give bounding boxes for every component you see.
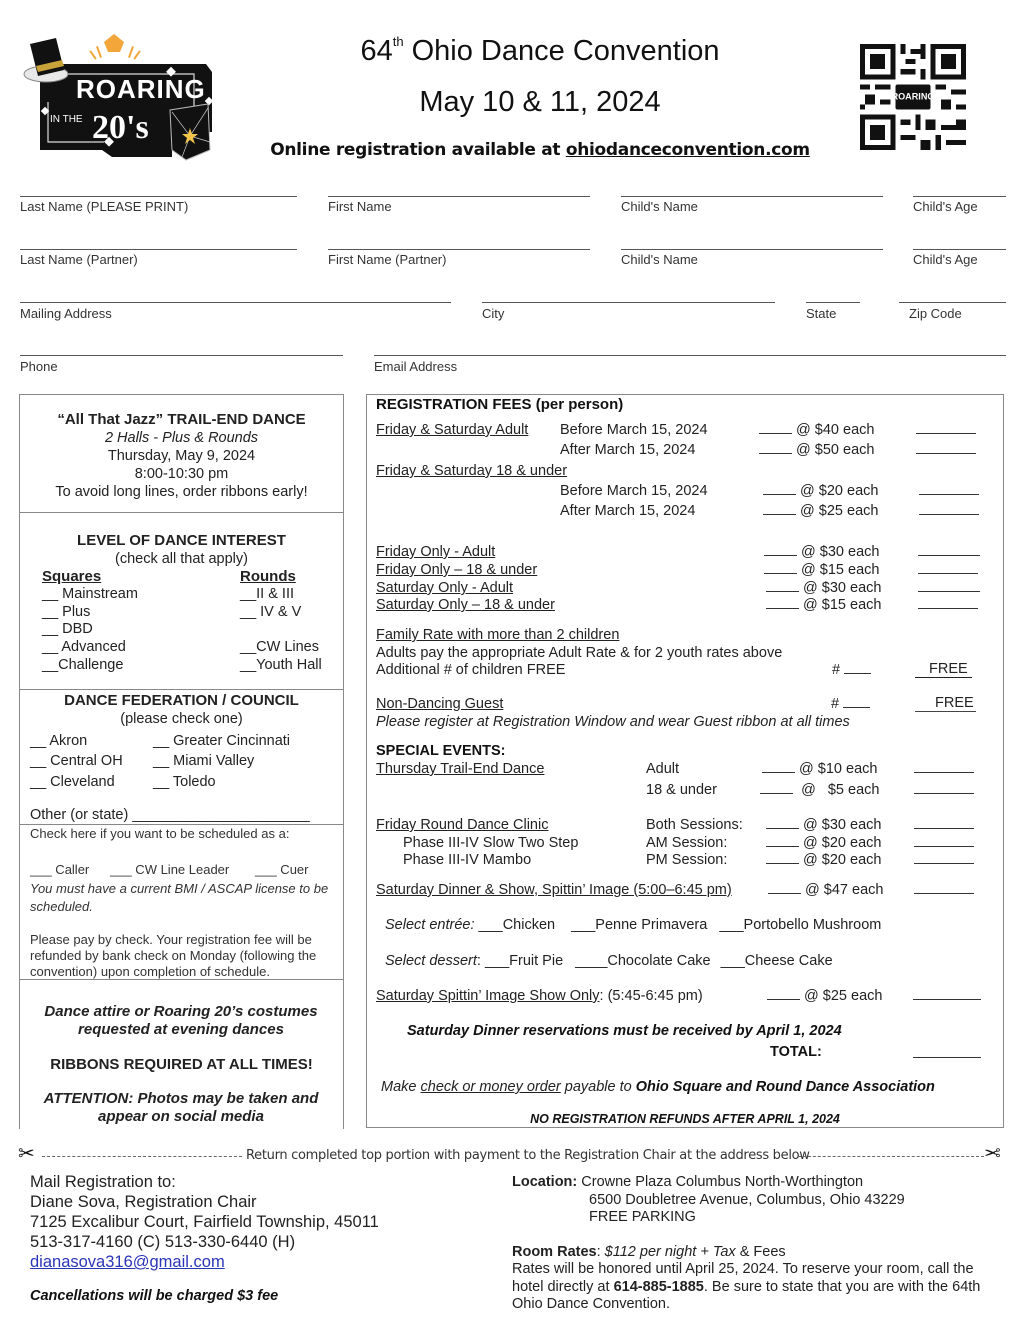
clinic-both-label: Both Sessions: bbox=[646, 817, 743, 833]
dance-interest-header bbox=[19, 532, 344, 568]
mailing-address-field[interactable] bbox=[20, 302, 451, 303]
payable-note: Make check or money order payable to Ohio Square and Round Dance Association bbox=[381, 1079, 935, 1095]
sunburst-icon bbox=[89, 34, 140, 60]
cut-line-text: Return completed top portion with payment to the Registration Chair at the address below bbox=[246, 1148, 810, 1163]
fs-adult-after-qty[interactable]: @ $50 each bbox=[759, 442, 874, 458]
fs-youth-label: Friday & Saturday 18 & under bbox=[376, 463, 568, 479]
fs-youth-after-date: After March 15, 2024 bbox=[560, 503, 696, 519]
clinic-both-amount[interactable] bbox=[914, 817, 974, 833]
state-field[interactable] bbox=[806, 302, 860, 303]
trail-end-time: 8:00-10:30 pm bbox=[134, 466, 229, 482]
federation-left-list bbox=[30, 731, 123, 792]
dessert-fruit-pie[interactable]: ___Fruit Pie bbox=[484, 953, 564, 969]
clinic-label: Friday Round Dance Clinic bbox=[376, 817, 549, 833]
dinner-show-qty[interactable]: @ $47 each bbox=[768, 882, 883, 898]
checkbox-mainstream[interactable]: __ Mainstream bbox=[42, 586, 138, 602]
trail-end-title: “All That Jazz” TRAIL-END DANCE bbox=[57, 411, 306, 428]
checkbox-greater-cincinnati[interactable]: __ Greater Cincinnati bbox=[153, 733, 291, 749]
rounds-header: Rounds bbox=[240, 568, 296, 585]
zip-code-label: Zip Code bbox=[909, 306, 962, 321]
fs-youth-after-amount[interactable] bbox=[919, 503, 979, 519]
saturday-youth-qty[interactable]: @ $15 each bbox=[766, 597, 881, 613]
saturday-adult-amount[interactable] bbox=[918, 580, 980, 596]
checkbox-plus[interactable]: __ Plus bbox=[42, 603, 91, 620]
dinner-show-amount[interactable] bbox=[914, 882, 974, 898]
online-registration-note: Online registration available at ohiodanceconvention.com bbox=[270, 140, 810, 160]
payment-note: Please pay by check. Your registration fee will be refunded by bank check on Monday (following the convention) upon completion of schedule. bbox=[30, 932, 317, 979]
clinic-am-label: AM Session: bbox=[646, 835, 728, 851]
page-title: 64th Ohio Dance Convention bbox=[360, 34, 720, 67]
fs-youth-before-amount[interactable] bbox=[919, 483, 979, 499]
entree-select: Select entrée: ___Chicken ___Penne Primavera ___Portobello Mushroom bbox=[385, 917, 882, 933]
photos-note: ATTENTION: Photos may be taken and appear on social media bbox=[43, 1090, 319, 1125]
child-age-label: Child's Age bbox=[913, 199, 978, 214]
location-street: 6500 Doubletree Avenue, Columbus, Ohio 43229 bbox=[589, 1191, 905, 1208]
clinic-pm-name: Phase III-IV Mambo bbox=[403, 852, 532, 868]
checkbox-youth-hall[interactable]: __Youth Hall bbox=[240, 656, 322, 673]
website-link[interactable]: ohiodanceconvention.com bbox=[565, 140, 810, 160]
cancellation-note: Cancellations will be charged $3 fee bbox=[30, 1288, 279, 1304]
last-name-label: Last Name (PLEASE PRINT) bbox=[20, 199, 189, 214]
other-state-field[interactable]: Other (or state) ______________________ bbox=[30, 807, 310, 823]
city-field[interactable] bbox=[482, 302, 775, 303]
checkbox-toledo[interactable]: __ Toledo bbox=[153, 773, 216, 790]
checkbox-cleveland[interactable]: __ Cleveland bbox=[30, 773, 115, 790]
guest-free-amount: FREE bbox=[915, 696, 976, 712]
federation-subtitle: (please check one) bbox=[120, 711, 243, 727]
child-age-2-label: Child's Age bbox=[913, 252, 978, 267]
chair-address: 7125 Excalibur Court, Fairfield Township, 45011 bbox=[30, 1213, 379, 1231]
partner-last-name-label: Last Name (Partner) bbox=[20, 252, 138, 267]
child-age-field[interactable] bbox=[913, 196, 1006, 197]
refund-note: NO REGISTRATION REFUNDS AFTER APRIL 1, 2024 bbox=[530, 1112, 840, 1126]
ribbons-note: RIBBONS REQUIRED AT ALL TIMES! bbox=[50, 1056, 313, 1073]
chair-phones: 513-317-4160 (C) 513-330-6440 (H) bbox=[30, 1233, 296, 1251]
checkbox-challenge[interactable]: __Challenge bbox=[42, 656, 124, 673]
partner-first-name-label: First Name (Partner) bbox=[328, 252, 447, 267]
zip-code-field[interactable] bbox=[899, 302, 1006, 303]
saturday-adult-label: Saturday Only - Adult bbox=[376, 580, 514, 596]
event-dates: May 10 & 11, 2024 bbox=[419, 86, 661, 118]
friday-youth-amount[interactable] bbox=[918, 562, 978, 578]
clinic-pm-qty[interactable]: @ $20 each bbox=[766, 852, 881, 868]
clinic-pm-amount[interactable] bbox=[914, 852, 974, 868]
clinic-both-qty[interactable]: @ $30 each bbox=[766, 817, 881, 833]
squares-list bbox=[42, 586, 138, 675]
federation-title: DANCE FEDERATION / COUNCIL bbox=[64, 692, 299, 709]
trail-end-note: To avoid long lines, order ribbons early! bbox=[55, 484, 308, 500]
partner-first-name-field[interactable] bbox=[328, 249, 590, 250]
fs-adult-before-amount[interactable] bbox=[916, 422, 976, 438]
divider bbox=[19, 824, 344, 825]
dessert-cheese-cake[interactable]: ___Cheese Cake bbox=[720, 953, 833, 969]
guest-qty[interactable]: # bbox=[831, 696, 870, 712]
trail-end-section bbox=[19, 411, 344, 501]
checkbox-central-oh[interactable]: __ Central OH bbox=[30, 753, 123, 770]
rounds-list bbox=[240, 586, 322, 675]
federation-right-list bbox=[153, 731, 290, 792]
checkbox-akron[interactable]: __ Akron bbox=[30, 733, 88, 749]
fs-adult-after-date: After March 15, 2024 bbox=[560, 442, 696, 458]
child-age-2-field[interactable] bbox=[913, 249, 1006, 250]
show-only-qty[interactable]: @ $25 each bbox=[767, 988, 882, 1004]
clinic-pm-label: PM Session: bbox=[646, 852, 728, 868]
top-hat-icon bbox=[24, 38, 68, 82]
mail-registration-block bbox=[30, 1172, 379, 1306]
fs-adult-before-qty[interactable]: @ $40 each bbox=[759, 422, 874, 438]
checkbox-caller[interactable]: ___ Caller bbox=[30, 862, 90, 877]
chair-name: Diane Sova, Registration Chair bbox=[30, 1193, 257, 1211]
mailing-address-label: Mailing Address bbox=[20, 306, 112, 321]
dinner-deadline-note: Saturday Dinner reservations must be received by April 1, 2024 bbox=[407, 1023, 842, 1039]
total-amount[interactable] bbox=[913, 1046, 981, 1062]
scissors-icon: ✂ bbox=[984, 1143, 1001, 1165]
scissors-icon: ✂ bbox=[18, 1143, 35, 1165]
room-rates: Room Rates: $112 per night + Tax & Fees bbox=[512, 1243, 786, 1260]
guest-note: Please register at Registration Window and wear Guest ribbon at all times bbox=[376, 714, 850, 730]
fs-youth-before-date: Before March 15, 2024 bbox=[560, 483, 708, 499]
trail-end-subtitle: 2 Halls - Plus & Rounds bbox=[104, 430, 259, 446]
fees-title: REGISTRATION FEES (per person) bbox=[376, 396, 624, 413]
friday-adult-label: Friday Only - Adult bbox=[376, 544, 496, 560]
fs-youth-after-qty[interactable]: @ $25 each bbox=[763, 503, 878, 519]
checkbox-rounds-2-3[interactable]: __II & III bbox=[240, 586, 294, 602]
svg-text:20's: 20's bbox=[92, 109, 149, 146]
total-label: TOTAL: bbox=[770, 1044, 822, 1060]
trail-end-adult-amount[interactable] bbox=[914, 761, 974, 777]
show-only-amount[interactable] bbox=[913, 988, 981, 1004]
mail-heading: Mail Registration to: bbox=[30, 1173, 176, 1191]
city-label: City bbox=[482, 306, 505, 321]
friday-youth-label: Friday Only – 18 & under bbox=[376, 562, 538, 578]
checkbox-cw-lines[interactable]: __CW Lines bbox=[240, 639, 319, 656]
dance-interest-title: LEVEL OF DANCE INTEREST bbox=[77, 532, 286, 549]
trail-end-adult-qty[interactable]: @ $10 each bbox=[762, 761, 877, 777]
divider bbox=[19, 689, 344, 690]
child-name-2-field[interactable] bbox=[621, 249, 883, 250]
fs-youth-before-qty[interactable]: @ $20 each bbox=[763, 483, 878, 499]
saturday-adult-qty[interactable]: @ $30 each bbox=[766, 580, 881, 596]
svg-text:ROARING: ROARING bbox=[891, 91, 935, 102]
dinner-show-label: Saturday Dinner & Show, Spittin’ Image (5:00–6:45 pm) bbox=[376, 882, 732, 898]
entree-portobello[interactable]: ___Portobello Mushroom bbox=[719, 917, 882, 933]
family-rate-children: Additional # of children FREE bbox=[376, 662, 566, 678]
trail-end-adult-label: Adult bbox=[646, 761, 680, 777]
friday-adult-amount[interactable] bbox=[918, 544, 980, 560]
email-field[interactable] bbox=[374, 355, 1006, 356]
divider bbox=[19, 979, 344, 980]
phone-label: Phone bbox=[20, 359, 58, 374]
checkbox-cw-line-leader[interactable]: ___ CW Line Leader bbox=[110, 862, 230, 877]
trail-end-youth-qty[interactable]: @ $5 each bbox=[760, 782, 879, 798]
entree-penne[interactable]: ___Penne Primavera bbox=[571, 917, 708, 933]
attire-note: Dance attire or Roaring 20’s costumes requested at evening dances bbox=[44, 1003, 318, 1038]
federation-header bbox=[19, 692, 344, 728]
child-name-label: Child's Name bbox=[621, 199, 698, 214]
license-note: You must have a current BMI / ASCAP license to be scheduled. bbox=[30, 881, 329, 914]
checkbox-miami-valley[interactable]: __ Miami Valley bbox=[153, 753, 255, 770]
guest-label: Non-Dancing Guest bbox=[376, 696, 504, 712]
qr-code-icon bbox=[860, 44, 966, 150]
fs-adult-label: Friday & Saturday Adult bbox=[376, 422, 529, 438]
first-name-field[interactable] bbox=[328, 196, 590, 197]
fs-adult-before-date: Before March 15, 2024 bbox=[560, 422, 708, 438]
checkbox-rounds-4-5[interactable]: __ IV & V bbox=[240, 603, 302, 620]
trail-end-youth-label: 18 & under bbox=[646, 782, 717, 798]
schedule-intro: Check here if you want to be scheduled as a: bbox=[30, 826, 290, 841]
chair-email-link[interactable]: dianasova316@gmail.com bbox=[30, 1253, 225, 1271]
special-events-title: SPECIAL EVENTS: bbox=[376, 743, 506, 759]
entree-chicken[interactable]: ___Chicken bbox=[478, 917, 556, 933]
location-hotel: Location: Crowne Plaza Columbus North-Worthington bbox=[512, 1174, 864, 1190]
first-name-label: First Name bbox=[328, 199, 392, 214]
friday-adult-qty[interactable]: @ $30 each bbox=[764, 544, 879, 560]
cut-line bbox=[18, 1143, 1006, 1166]
checkbox-dbd[interactable]: __ DBD bbox=[42, 621, 93, 638]
dessert-chocolate-cake[interactable]: ____Chocolate Cake bbox=[575, 953, 711, 969]
child-name-field[interactable] bbox=[621, 196, 883, 197]
hotel-phone: 614-885-1885 bbox=[613, 1278, 704, 1295]
location-block bbox=[512, 1174, 1002, 1314]
trail-end-dance-label: Thursday Trail-End Dance bbox=[376, 761, 545, 777]
partner-last-name-field[interactable] bbox=[20, 249, 297, 250]
family-rate-label: Family Rate with more than 2 children bbox=[376, 627, 620, 643]
checkbox-cuer[interactable]: ___ Cuer bbox=[255, 862, 309, 877]
email-label: Email Address bbox=[374, 359, 458, 374]
family-free-amount: FREE bbox=[915, 662, 972, 678]
svg-text:IN THE: IN THE bbox=[50, 114, 83, 125]
clinic-am-qty[interactable]: @ $20 each bbox=[766, 835, 881, 851]
trail-end-youth-amount[interactable] bbox=[914, 782, 974, 798]
child-name-2-label: Child's Name bbox=[621, 252, 698, 267]
dance-interest-subtitle: (check all that apply) bbox=[115, 551, 248, 567]
saturday-youth-amount[interactable] bbox=[918, 597, 978, 613]
clinic-am-amount[interactable] bbox=[914, 835, 974, 851]
clinic-am-name: Phase III-IV Slow Two Step bbox=[403, 835, 579, 851]
dessert-select: Select dessert: ___Fruit Pie ____Chocolate Cake ___Cheese Cake bbox=[385, 953, 833, 969]
room-rates-details: Rates will be honored until April 25, 2024. To reserve your room, call the hotel directly at 614-885-1885. Be sure to state that you are with the 64th Ohio Dance Convention. bbox=[512, 1261, 981, 1312]
trail-end-date: Thursday, May 9, 2024 bbox=[107, 448, 256, 464]
divider bbox=[19, 512, 344, 513]
checkbox-advanced[interactable]: __ Advanced bbox=[42, 639, 126, 656]
fs-adult-after-amount[interactable] bbox=[916, 442, 976, 458]
show-only-row: Saturday Spittin’ Image Show Only: (5:45-6:45 pm) bbox=[376, 988, 703, 1004]
phone-field[interactable] bbox=[20, 355, 343, 356]
last-name-field[interactable] bbox=[20, 196, 297, 197]
friday-youth-qty[interactable]: @ $15 each bbox=[764, 562, 879, 578]
family-rate-desc: Adults pay the appropriate Adult Rate & for 2 youth rates above bbox=[376, 645, 783, 661]
family-children-qty[interactable]: # bbox=[832, 662, 871, 678]
state-label: State bbox=[806, 306, 837, 321]
squares-header: Squares bbox=[42, 568, 102, 585]
roaring-20s-logo bbox=[22, 32, 214, 162]
location-parking: FREE PARKING bbox=[589, 1209, 696, 1225]
saturday-youth-label: Saturday Only – 18 & under bbox=[376, 597, 555, 613]
svg-text:ROARING: ROARING bbox=[76, 74, 206, 104]
